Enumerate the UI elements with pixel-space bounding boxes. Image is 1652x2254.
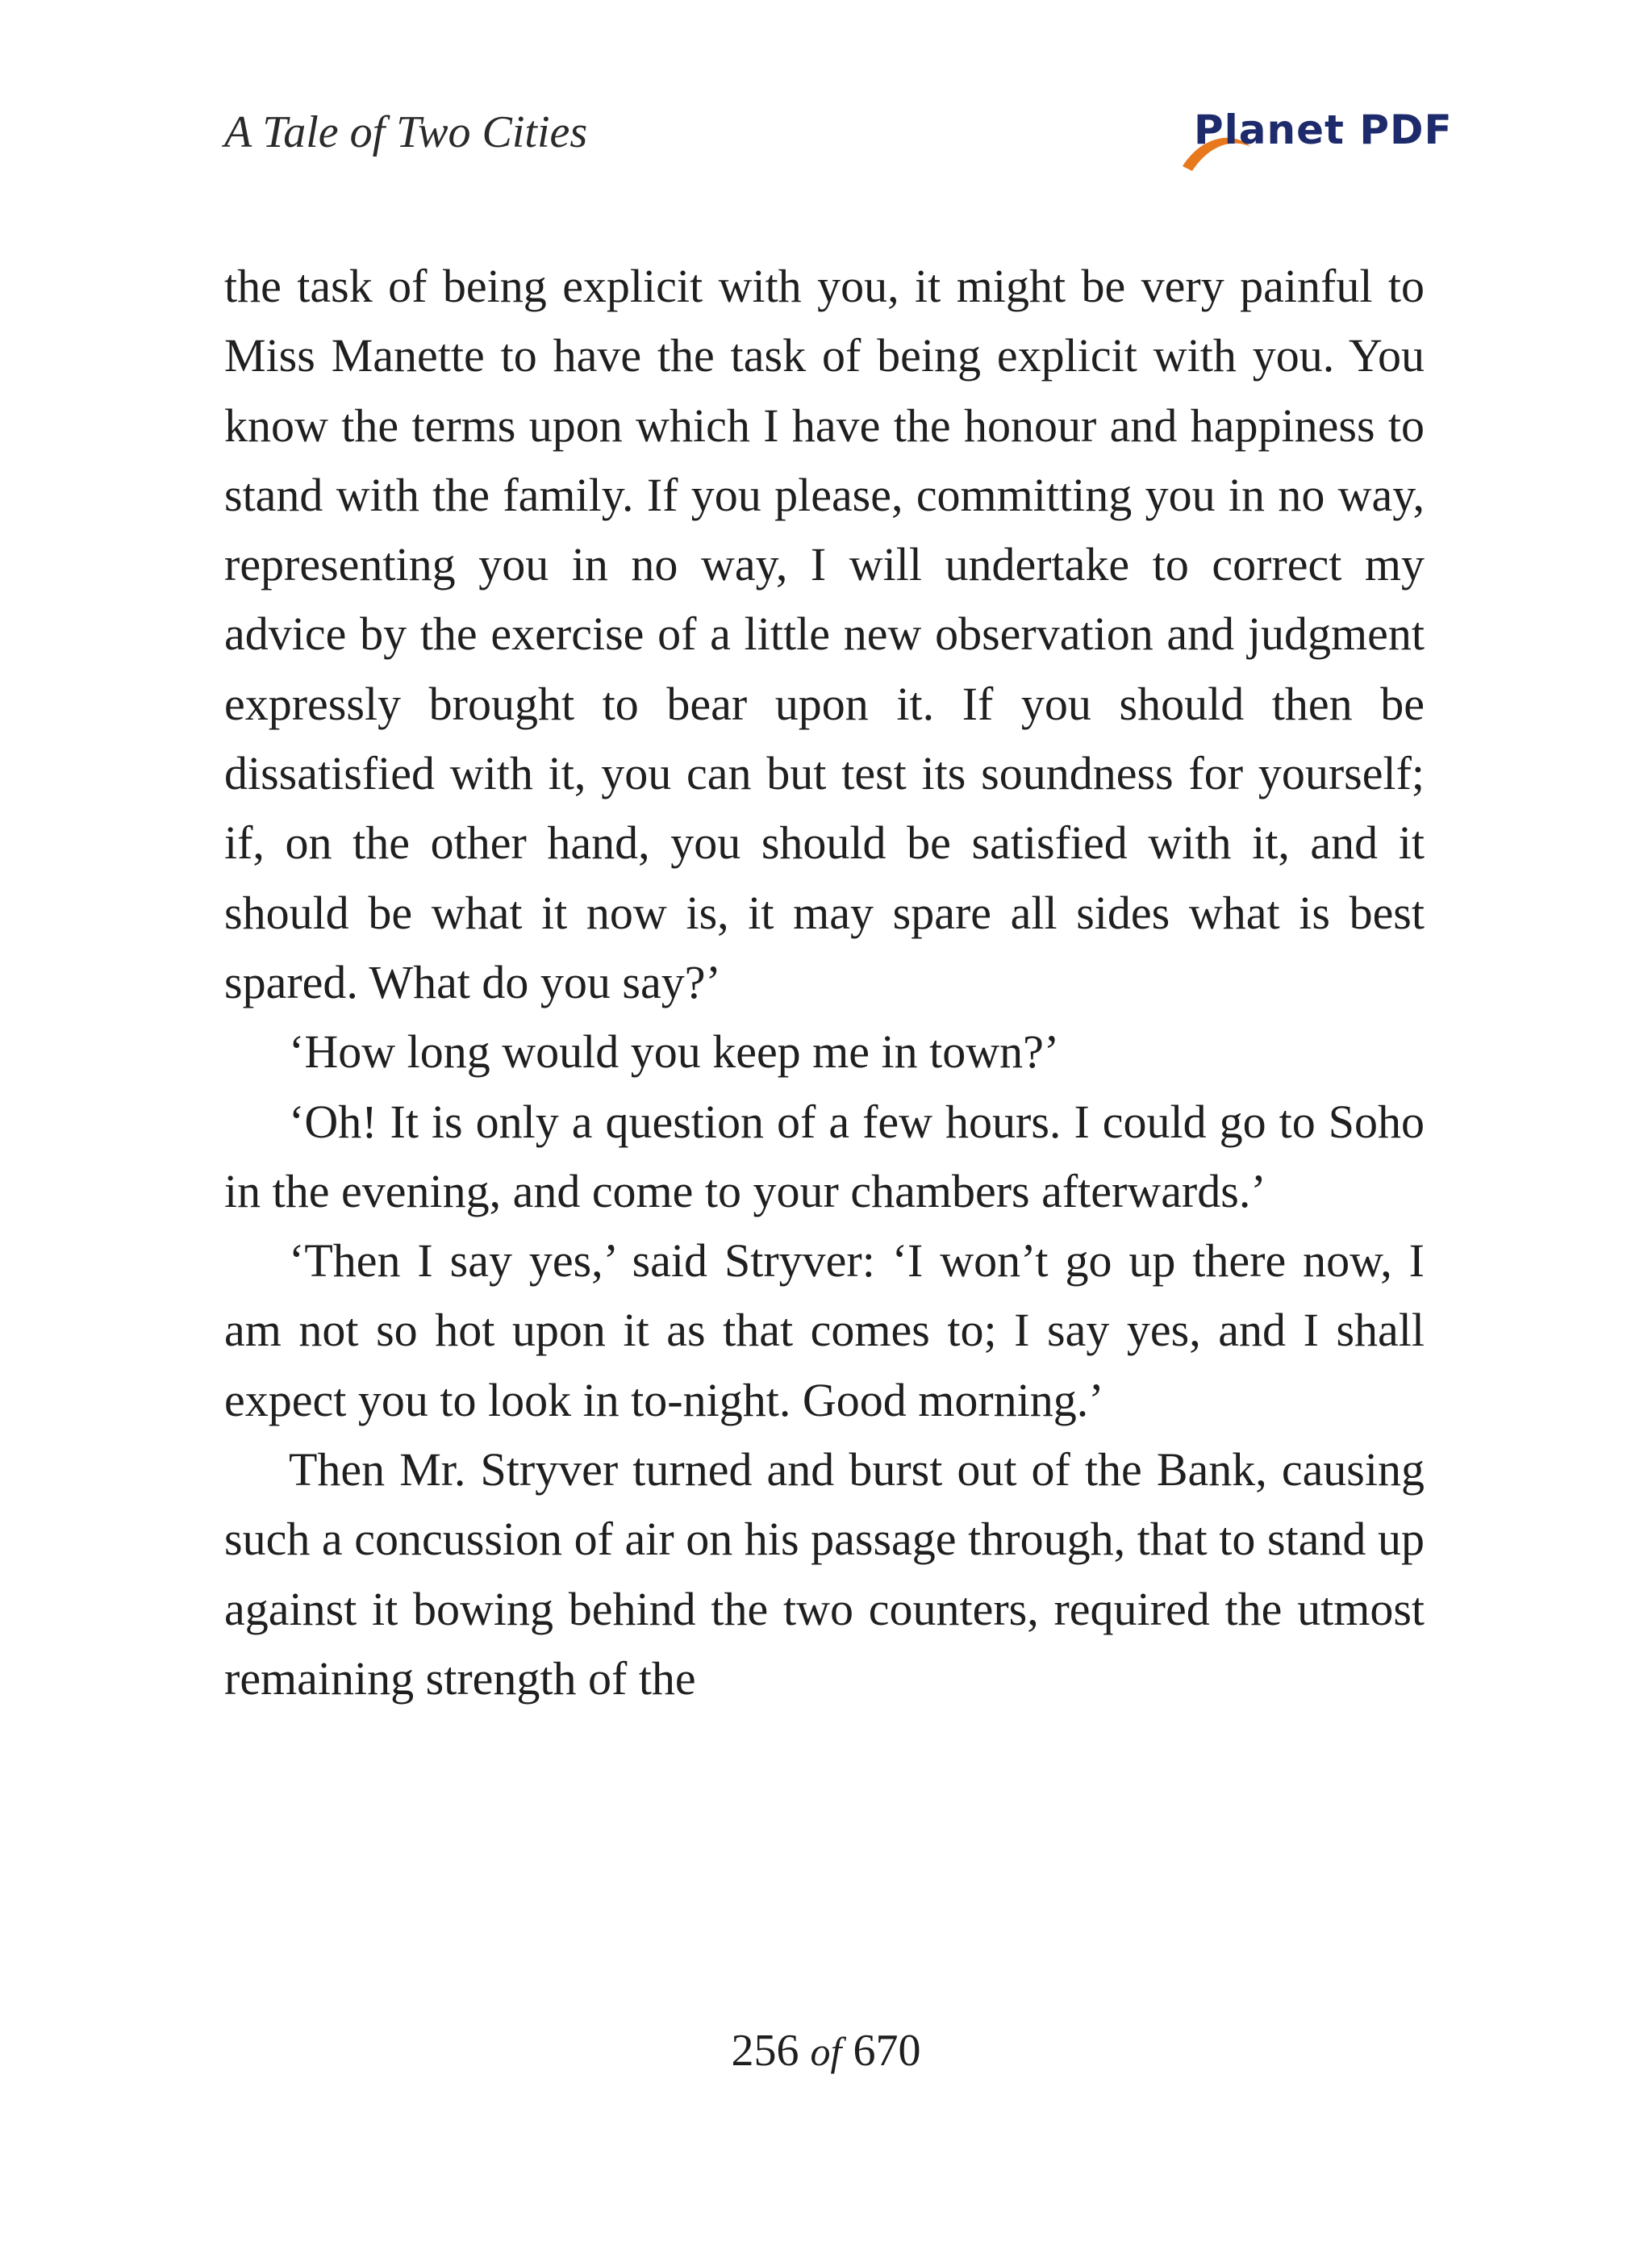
logo-text: Planet PDF: [1194, 106, 1453, 153]
page-header: [224, 103, 1453, 184]
page-footer: [0, 2025, 1652, 2077]
page-body: [224, 252, 1425, 1713]
page-number: 256: [731, 2026, 799, 2076]
planet-pdf-logo: [1178, 103, 1453, 176]
paragraph: the task of being explicit with you, it might be very painful to Miss Manette to have the task of being explicit with you. You know the terms upon which I have the honour and happiness to stand with the family. If you please, committing you in no way, representing you in no way, I will undertake to correct my advice by the exercise of a little new observation and judgment expressly brought to bear upon it. If you should then be dissatisfied with it, you can but test its soundness for yourself; if, on the other hand, you should be satisfied with it, and it should be what it now is, it may spare all sides what is best spared. What do you say?’: [224, 260, 1425, 1008]
book-title: A Tale of Two Cities: [224, 107, 588, 157]
paragraph: ‘Oh! It is only a question of a few hours. I could go to Soho in the evening, and come to your chambers afterwards.’: [224, 1095, 1425, 1217]
paragraph: ‘Then I say yes,’ said Stryver: ‘I won’t go up there now, I am not so hot upon it as that comes to; I say yes, and I shall expect you to look in to-night. Good morning.’: [224, 1234, 1425, 1426]
page-of-word: of: [810, 2029, 842, 2074]
paragraph: ‘How long would you keep me in town?’: [289, 1025, 1060, 1079]
paragraph: Then Mr. Stryver turned and burst out of the Bank, causing such a concussion of air on his passage through, that to stand up against it bowing behind the two counters, required the utmost remaining strength of the: [224, 1443, 1425, 1705]
total-pages: 670: [853, 2026, 921, 2076]
